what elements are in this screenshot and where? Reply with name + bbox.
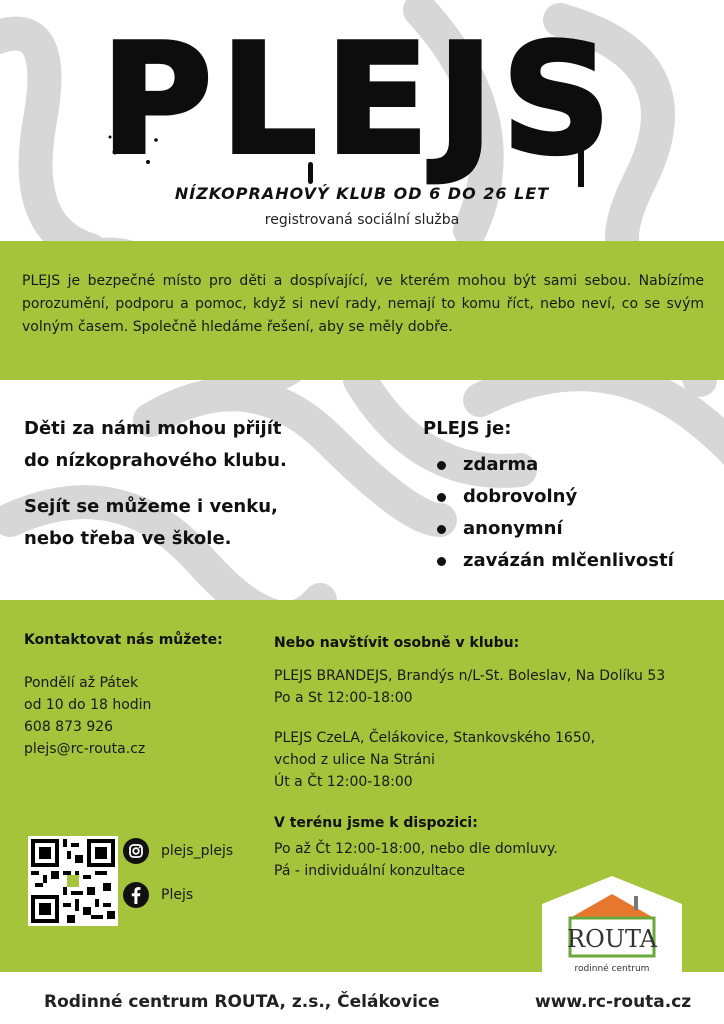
logo-tagline: rodinné centrum [574,964,650,974]
brandejs-address: PLEJS BRANDEJS, Brandýs n/L-St. Boleslav, Na Dolíku 53 [274,668,666,684]
contact-email[interactable]: plejs@rc-routa.cz [24,741,146,757]
instagram-link[interactable] [123,838,233,864]
brandejs-hours: Po a St 12:00-18:00 [274,690,413,706]
qr-code[interactable] [28,836,118,926]
title-text: PLEJS [100,12,620,187]
terrain-heading: V terénu jsme k dispozici: [274,815,478,831]
feature-item: dobrovolný [423,481,674,513]
czela-entrance: vchod z ulice Na Stráni [274,752,435,768]
facebook-icon [123,882,149,908]
visit-line-1: Děti za námi mohou přijít [24,418,282,439]
czela-hours: Út a Čt 12:00-18:00 [274,774,413,790]
terrain-line-2: Pá - individuální konzultace [274,863,466,879]
routa-logo [542,876,682,976]
terrain-details [274,838,558,882]
feature-item: zdarma [423,449,674,481]
visit-info [24,413,287,555]
footer-organization: Rodinné centrum ROUTA, z.s., Čelákovice [44,992,440,1012]
czela-location [274,727,595,793]
visit-line-3: Sejít se můžeme i venku, [24,496,278,517]
intro-text: PLEJS je bezpečné místo pro děti a dospívající, ve kterém mohou být sami sebou. Nabízíme porozumění, podporu a pomoc, když si neví rady, nemají to komu říct, nebo neví, co se svým volným časem. Společně hledáme řešení, aby se měly dobře. [22,273,704,335]
terrain-line-1: Po až Čt 12:00-18:00, nebo dle domluvy. [274,841,558,857]
feature-item: zavázán mlčenlivostí [423,545,674,577]
facebook-handle: Plejs [161,887,194,903]
instagram-handle: plejs_plejs [161,843,234,859]
contact-heading: Kontaktovat nás můžete: [24,632,223,648]
brandejs-location [274,665,665,709]
contact-details [24,672,151,760]
visit-line-4: nebo třeba ve škole. [24,528,232,549]
features-heading: PLEJS je: [423,418,512,439]
czela-address: PLEJS CzeLA, Čelákovice, Stankovského 1650, [274,730,596,746]
instagram-icon [123,838,149,864]
logo-name: ROUTA [567,925,657,953]
footer-website-link[interactable]: www.rc-routa.cz [535,992,692,1012]
registration-note: registrovaná sociální služba [264,212,460,228]
contact-hours: od 10 do 18 hodin [24,697,152,713]
visit-line-2: do nízkoprahového klubu. [24,450,287,471]
feature-item: anonymní [423,513,674,545]
contact-days: Pondělí až Pátek [24,675,139,691]
contact-phone[interactable]: 608 873 926 [24,719,114,735]
visit-heading: Nebo navštívit osobně v klubu: [274,635,520,651]
club-subtitle: NÍZKOPRAHOVÝ KLUB OD 6 DO 26 LET [174,184,550,203]
facebook-link[interactable] [123,882,193,908]
plejs-title-graphic [100,12,620,187]
features-list [423,413,674,577]
